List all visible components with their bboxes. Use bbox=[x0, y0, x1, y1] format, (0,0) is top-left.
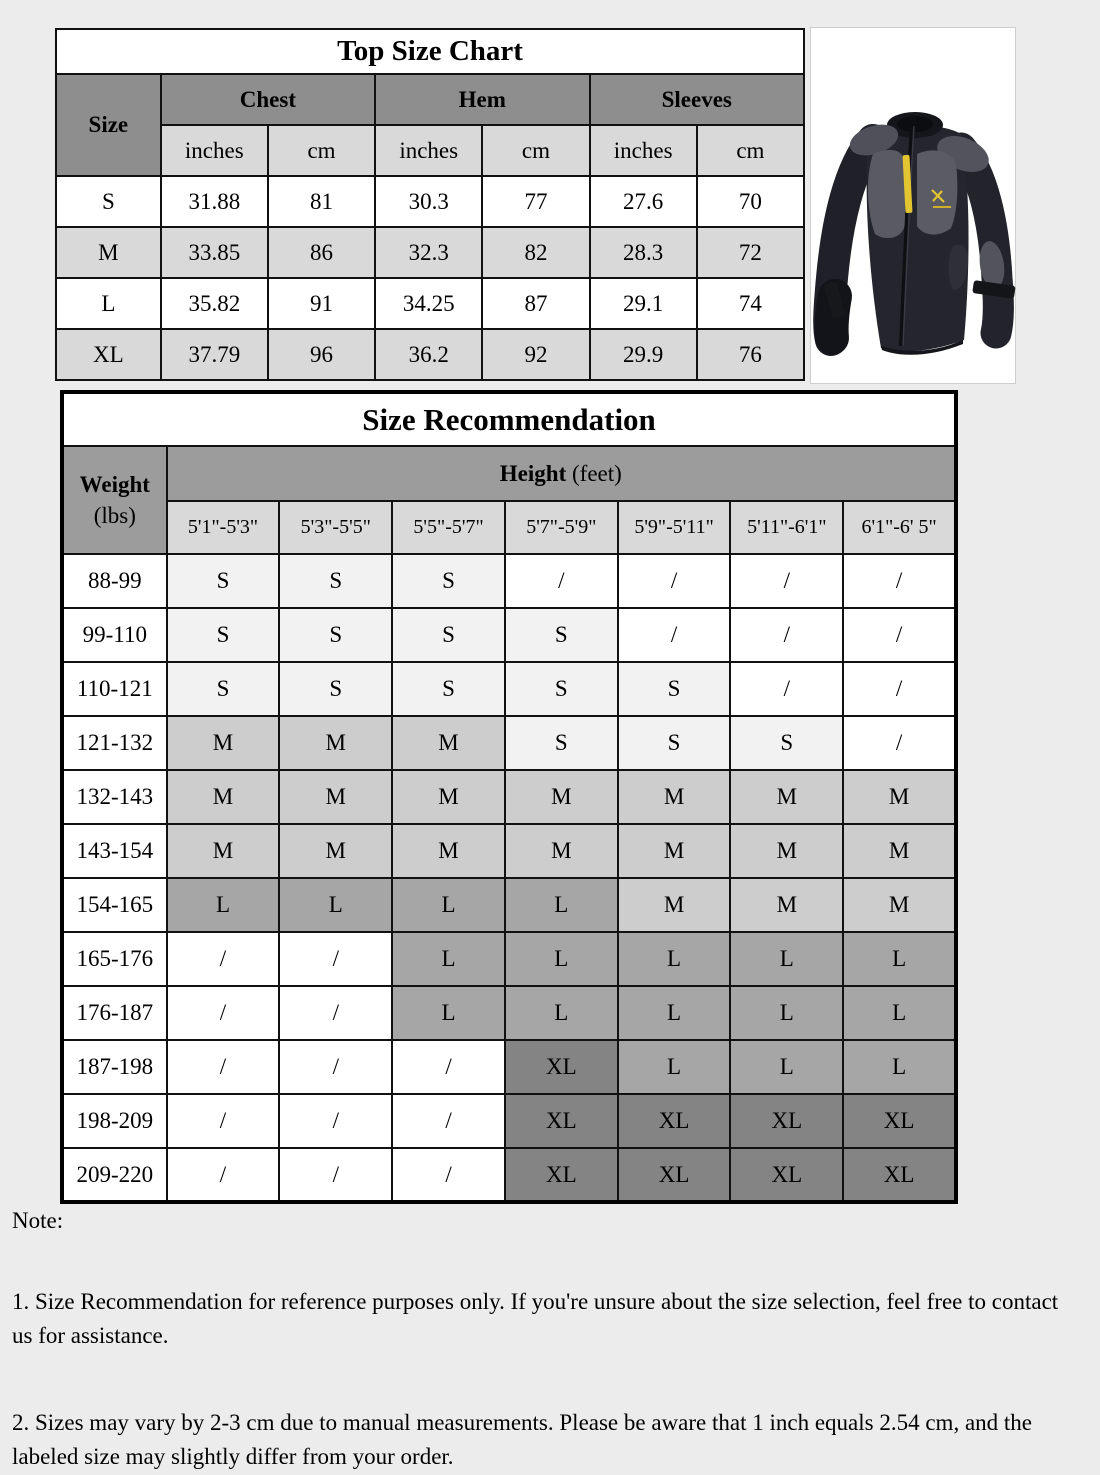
size-recommendation-title: Size Recommendation bbox=[62, 392, 956, 446]
measurement-cell: 91 bbox=[268, 278, 375, 329]
unit-header: cm bbox=[697, 125, 804, 176]
recommendation-cell: S bbox=[279, 662, 392, 716]
recommendation-cell: / bbox=[167, 1040, 280, 1094]
recommendation-cell: M bbox=[618, 824, 731, 878]
measurement-cell: 27.6 bbox=[590, 176, 697, 227]
height-range: 5'9"-5'11" bbox=[618, 501, 731, 554]
measurement-cell: 35.82 bbox=[161, 278, 268, 329]
recommendation-cell: M bbox=[843, 878, 956, 932]
table-title-row bbox=[56, 29, 804, 74]
recommendation-cell: XL bbox=[618, 1094, 731, 1148]
recommendation-cell: M bbox=[279, 716, 392, 770]
recommendation-cell: / bbox=[167, 1148, 280, 1202]
recommendation-row bbox=[62, 986, 956, 1040]
hem-group-header: Hem bbox=[375, 74, 589, 125]
size-recommendation-table bbox=[60, 390, 958, 1204]
recommendation-cell: S bbox=[167, 662, 280, 716]
height-range: 5'5"-5'7" bbox=[392, 501, 505, 554]
recommendation-cell: M bbox=[392, 716, 505, 770]
measurement-cell: 82 bbox=[482, 227, 589, 278]
recommendation-cell: / bbox=[618, 608, 731, 662]
measurement-cell: 92 bbox=[482, 329, 589, 380]
measurement-cell: 76 bbox=[697, 329, 804, 380]
measurement-cell: 34.25 bbox=[375, 278, 482, 329]
recommendation-row bbox=[62, 770, 956, 824]
unit-header: inches bbox=[375, 125, 482, 176]
recommendation-cell: / bbox=[392, 1094, 505, 1148]
sleeves-group-header: Sleeves bbox=[590, 74, 804, 125]
measurement-cell: 96 bbox=[268, 329, 375, 380]
recommendation-cell: S bbox=[279, 554, 392, 608]
recommendation-cell: XL bbox=[505, 1148, 618, 1202]
recommendation-cell: L bbox=[618, 932, 731, 986]
recommendation-cell: L bbox=[730, 1040, 843, 1094]
recommendation-cell: / bbox=[730, 554, 843, 608]
chest-pad-right bbox=[917, 150, 957, 234]
recommendation-cell: M bbox=[618, 878, 731, 932]
size-chart-row bbox=[56, 227, 804, 278]
recommendation-cell: S bbox=[505, 608, 618, 662]
weight-range-label: 99-110 bbox=[62, 608, 167, 662]
recommendation-row bbox=[62, 824, 956, 878]
recommendation-row bbox=[62, 1148, 956, 1202]
product-photo bbox=[810, 27, 1016, 384]
recommendation-row bbox=[62, 662, 956, 716]
recommendation-cell: L bbox=[279, 878, 392, 932]
measurement-cell: 37.79 bbox=[161, 329, 268, 380]
recommendation-cell: L bbox=[505, 932, 618, 986]
recommendation-row bbox=[62, 608, 956, 662]
notes-section bbox=[12, 1204, 1074, 1475]
recommendation-cell: / bbox=[730, 662, 843, 716]
height-unit: (feet) bbox=[572, 460, 622, 486]
measurement-cell: 33.85 bbox=[161, 227, 268, 278]
recommendation-cell: M bbox=[505, 824, 618, 878]
size-label: XL bbox=[56, 329, 161, 380]
recommendation-cell: L bbox=[505, 986, 618, 1040]
weight-range-label: 110-121 bbox=[62, 662, 167, 716]
jacket-right-sleeve bbox=[961, 148, 1016, 333]
recommendation-cell: / bbox=[279, 1148, 392, 1202]
recommendation-cell: / bbox=[167, 932, 280, 986]
top-size-chart-title: Top Size Chart bbox=[56, 29, 804, 74]
height-label: Height bbox=[499, 460, 567, 486]
recommendation-cell: / bbox=[279, 1040, 392, 1094]
recommendation-cell: M bbox=[392, 824, 505, 878]
size-label: S bbox=[56, 176, 161, 227]
recommendation-cell: XL bbox=[618, 1148, 731, 1202]
recommendation-cell: / bbox=[843, 662, 956, 716]
weight-range-label: 88-99 bbox=[62, 554, 167, 608]
recommendation-cell: M bbox=[618, 770, 731, 824]
jacket-left-sleeve bbox=[824, 140, 873, 340]
weight-range-label: 165-176 bbox=[62, 932, 167, 986]
recommendation-cell: / bbox=[505, 554, 618, 608]
recommendation-cell: M bbox=[505, 770, 618, 824]
weight-range-label: 198-209 bbox=[62, 1094, 167, 1148]
recommendation-cell: L bbox=[618, 1040, 731, 1094]
recommendation-cell: L bbox=[730, 986, 843, 1040]
height-range: 5'7"-5'9" bbox=[505, 501, 618, 554]
recommendation-cell: M bbox=[843, 770, 956, 824]
top-size-chart-body bbox=[56, 176, 804, 380]
weight-unit: (lbs) bbox=[93, 503, 136, 528]
recommendation-cell: M bbox=[279, 824, 392, 878]
height-range: 5'1"-5'3" bbox=[167, 501, 280, 554]
top-size-chart-table bbox=[55, 28, 805, 381]
recommendation-cell: XL bbox=[730, 1148, 843, 1202]
measurement-cell: 30.3 bbox=[375, 176, 482, 227]
recommendation-cell: M bbox=[167, 716, 280, 770]
measurement-cell: 29.9 bbox=[590, 329, 697, 380]
recommendation-cell: S bbox=[618, 662, 731, 716]
recommendation-cell: M bbox=[730, 824, 843, 878]
height-header-row bbox=[62, 446, 956, 501]
recommendation-cell: S bbox=[505, 662, 618, 716]
weight-range-label: 132-143 bbox=[62, 770, 167, 824]
recommendation-cell: / bbox=[843, 554, 956, 608]
recommendation-cell: / bbox=[392, 1040, 505, 1094]
jacket-graphic bbox=[811, 28, 1017, 384]
unit-header: cm bbox=[482, 125, 589, 176]
unit-header: inches bbox=[161, 125, 268, 176]
recommendation-cell: M bbox=[392, 770, 505, 824]
recommendation-cell: / bbox=[843, 716, 956, 770]
height-range: 5'11"-6'1" bbox=[730, 501, 843, 554]
recommendation-cell: / bbox=[167, 1094, 280, 1148]
recommendation-cell: S bbox=[167, 608, 280, 662]
recommendation-row bbox=[62, 1094, 956, 1148]
recommendation-cell: XL bbox=[843, 1148, 956, 1202]
recommendation-cell: L bbox=[843, 986, 956, 1040]
size-label: M bbox=[56, 227, 161, 278]
recommendation-cell: S bbox=[730, 716, 843, 770]
recommendation-cell: S bbox=[279, 608, 392, 662]
unit-header: cm bbox=[268, 125, 375, 176]
recommendation-cell: L bbox=[392, 986, 505, 1040]
recommendation-cell: M bbox=[167, 824, 280, 878]
table-title-row bbox=[62, 392, 956, 446]
measurement-cell: 28.3 bbox=[590, 227, 697, 278]
recommendation-cell: / bbox=[730, 608, 843, 662]
recommendation-cell: / bbox=[392, 1148, 505, 1202]
measurement-cell: 81 bbox=[268, 176, 375, 227]
jacket-torso bbox=[846, 112, 994, 355]
recommendation-cell: / bbox=[843, 608, 956, 662]
recommendation-cell: M bbox=[730, 878, 843, 932]
size-chart-row bbox=[56, 278, 804, 329]
recommendation-row bbox=[62, 716, 956, 770]
recommendation-cell: L bbox=[505, 878, 618, 932]
recommendation-cell: / bbox=[167, 986, 280, 1040]
unit-header: inches bbox=[590, 125, 697, 176]
size-chart-row bbox=[56, 176, 804, 227]
recommendation-cell: M bbox=[167, 770, 280, 824]
recommendation-cell: S bbox=[618, 716, 731, 770]
note-item-2: 2. Sizes may vary by 2-3 cm due to manual measurements. Please be aware that 1 inch equals 2.54 cm, and the labeled size may slightly differ from your order. bbox=[12, 1409, 1032, 1469]
weight-range-label: 187-198 bbox=[62, 1040, 167, 1094]
recommendation-row bbox=[62, 878, 956, 932]
size-chart-row bbox=[56, 329, 804, 380]
measurement-cell: 86 bbox=[268, 227, 375, 278]
recommendation-cell: S bbox=[392, 608, 505, 662]
measurement-cell: 29.1 bbox=[590, 278, 697, 329]
unit-header-row bbox=[56, 125, 804, 176]
recommendation-cell: XL bbox=[505, 1040, 618, 1094]
recommendation-cell: L bbox=[392, 878, 505, 932]
recommendation-cell: / bbox=[279, 932, 392, 986]
measurement-cell: 87 bbox=[482, 278, 589, 329]
recommendation-cell: L bbox=[843, 1040, 956, 1094]
recommendation-cell: M bbox=[279, 770, 392, 824]
size-column-header: Size bbox=[56, 74, 161, 176]
weight-column-header bbox=[62, 446, 167, 554]
recommendation-cell: L bbox=[843, 932, 956, 986]
recommendation-cell: / bbox=[279, 986, 392, 1040]
recommendation-cell: M bbox=[730, 770, 843, 824]
height-range: 6'1"-6' 5" bbox=[843, 501, 956, 554]
height-range: 5'3"-5'5" bbox=[279, 501, 392, 554]
measurement-cell: 32.3 bbox=[375, 227, 482, 278]
size-label: L bbox=[56, 278, 161, 329]
measurement-cell: 72 bbox=[697, 227, 804, 278]
recommendation-cell: L bbox=[618, 986, 731, 1040]
measurement-cell: 36.2 bbox=[375, 329, 482, 380]
height-range-row bbox=[62, 501, 956, 554]
recommendation-row bbox=[62, 932, 956, 986]
recommendation-cell: / bbox=[279, 1094, 392, 1148]
note-item-1: 1. Size Recommendation for reference purposes only. If you're unsure about the size selection, feel free to contact us for assistance. bbox=[12, 1288, 1059, 1348]
chest-pad-left bbox=[868, 150, 905, 238]
weight-range-label: 143-154 bbox=[62, 824, 167, 878]
measurement-cell: 31.88 bbox=[161, 176, 268, 227]
size-recommendation-body bbox=[62, 554, 956, 1202]
recommendation-cell: XL bbox=[843, 1094, 956, 1148]
measurement-cell: 70 bbox=[697, 176, 804, 227]
recommendation-cell: / bbox=[618, 554, 731, 608]
recommendation-cell: XL bbox=[505, 1094, 618, 1148]
recommendation-cell: S bbox=[392, 662, 505, 716]
group-header-row bbox=[56, 74, 804, 125]
recommendation-row bbox=[62, 1040, 956, 1094]
recommendation-cell: S bbox=[505, 716, 618, 770]
measurement-cell: 74 bbox=[697, 278, 804, 329]
weight-range-label: 209-220 bbox=[62, 1148, 167, 1202]
weight-label: Weight bbox=[79, 471, 150, 497]
recommendation-cell: S bbox=[392, 554, 505, 608]
notes-heading: Note: bbox=[12, 1208, 64, 1233]
recommendation-cell: M bbox=[843, 824, 956, 878]
recommendation-row bbox=[62, 554, 956, 608]
recommendation-cell: XL bbox=[730, 1094, 843, 1148]
height-group-header bbox=[167, 446, 956, 501]
recommendation-cell: L bbox=[392, 932, 505, 986]
recommendation-cell: L bbox=[730, 932, 843, 986]
weight-range-label: 121-132 bbox=[62, 716, 167, 770]
chest-group-header: Chest bbox=[161, 74, 375, 125]
recommendation-cell: S bbox=[167, 554, 280, 608]
measurement-cell: 77 bbox=[482, 176, 589, 227]
recommendation-cell: L bbox=[167, 878, 280, 932]
weight-range-label: 154-165 bbox=[62, 878, 167, 932]
weight-range-label: 176-187 bbox=[62, 986, 167, 1040]
